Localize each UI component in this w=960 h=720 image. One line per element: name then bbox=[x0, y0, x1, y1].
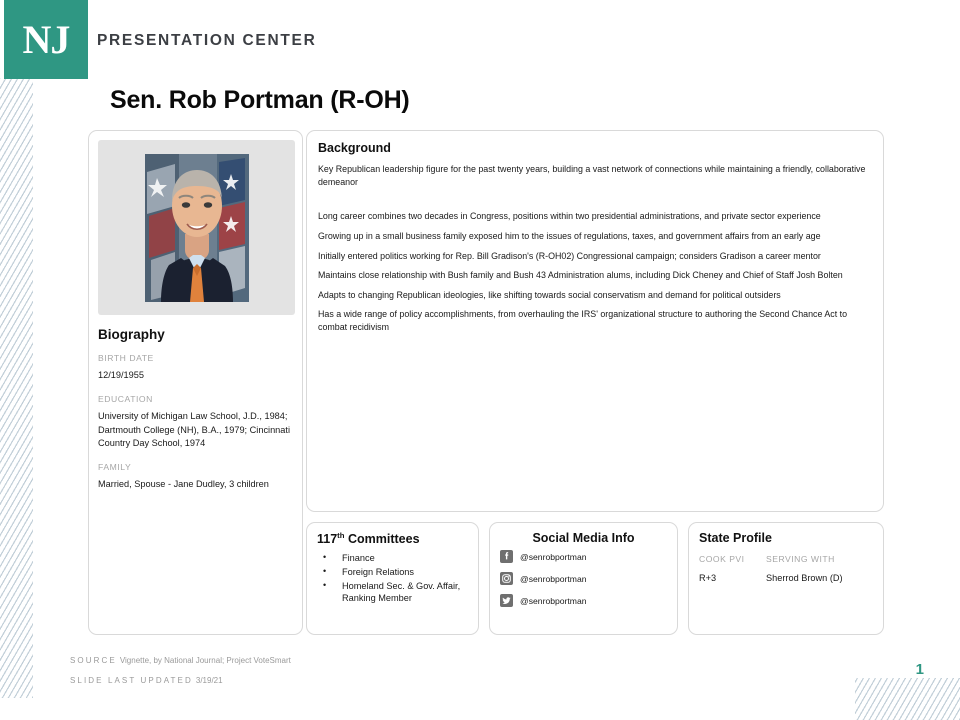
cook-pvi-value: R+3 bbox=[699, 573, 717, 583]
facebook-icon bbox=[500, 550, 513, 563]
birth-date-value: 12/19/1955 bbox=[98, 370, 144, 380]
portrait-illustration bbox=[145, 154, 249, 302]
list-item: • Homeland Sec. & Gov. Affair, Ranking Member bbox=[317, 580, 468, 605]
committees-congress-number: 117 bbox=[317, 532, 338, 547]
background-paragraph: Adapts to changing Republican ideologies, like shifting towards social conservatism and demand for political outsiders bbox=[318, 289, 781, 300]
facebook-handle: @senrobportman bbox=[520, 551, 587, 562]
serving-with-label: SERVING WITH bbox=[766, 554, 835, 564]
social-media-heading: Social Media Info bbox=[532, 531, 635, 545]
biography-card bbox=[88, 130, 303, 635]
page-title: Sen. Rob Portman (R-OH) bbox=[110, 86, 410, 114]
instagram-icon bbox=[500, 572, 513, 585]
nj-logo-text: NJ bbox=[22, 16, 70, 62]
education-value: University of Michigan Law School, J.D., 1984; Dartmouth College (NH), B.A., 1979; Cincinnati Country Day School, 1974 bbox=[98, 411, 290, 449]
brand-title: PRESENTATION CENTER bbox=[97, 32, 317, 49]
footer-source-label: SOURCE bbox=[70, 656, 117, 665]
footer-source-value: Vignette, by National Journal; Project VoteSmart bbox=[119, 656, 291, 665]
background-paragraph: Key Republican leadership figure for the past twenty years, building a vast network of connections while maintaining a friendly, collaborative demeanor bbox=[318, 164, 866, 187]
biography-fields bbox=[98, 327, 293, 504]
background-paragraph: Initially entered politics working for Rep. Bill Gradison's (R-OH02) Congressional campaign; considers Gradison a career mentor bbox=[318, 250, 821, 261]
social-account-instagram[interactable] bbox=[500, 572, 667, 585]
footer-source bbox=[70, 650, 291, 668]
serving-with-value: Sherrod Brown (D) bbox=[766, 573, 843, 583]
twitter-handle: @senrobportman bbox=[520, 595, 587, 606]
committees-heading-rest: Committees bbox=[344, 532, 420, 547]
background-paragraph: Has a wide range of policy accomplishments, from overhauling the IRS' organizational structure to authoring the Second Chance Act to combat recidivism bbox=[318, 309, 848, 333]
page-number: 1 bbox=[915, 661, 924, 678]
state-profile-grid bbox=[699, 554, 873, 583]
background-heading: Background bbox=[318, 141, 391, 155]
cook-pvi-label: COOK PVI bbox=[699, 554, 745, 564]
footer-updated-value: 3/19/21 bbox=[195, 676, 223, 685]
portrait-photo bbox=[145, 154, 249, 302]
committees-list bbox=[317, 552, 468, 605]
social-account-twitter[interactable] bbox=[500, 594, 667, 607]
social-media-card bbox=[489, 522, 678, 635]
portrait-photo-panel bbox=[98, 140, 295, 315]
background-card bbox=[306, 130, 884, 512]
serving-with-column bbox=[766, 554, 873, 583]
background-paragraph: Long career combines two decades in Congress, positions within two presidential administrations, and private sector experience bbox=[318, 211, 821, 222]
committees-card bbox=[306, 522, 479, 635]
committees-heading bbox=[317, 531, 468, 546]
family-value: Married, Spouse - Jane Dudley, 3 children bbox=[98, 479, 269, 490]
education-label: EDUCATION bbox=[98, 394, 153, 405]
biography-heading: Biography bbox=[98, 327, 165, 342]
footer-last-updated bbox=[70, 670, 223, 688]
corner-diagonal-hatch-decoration bbox=[855, 678, 960, 720]
family-label: FAMILY bbox=[98, 462, 132, 473]
social-account-facebook[interactable] bbox=[500, 550, 667, 563]
nj-logo bbox=[4, 0, 88, 79]
background-paragraph: Maintains close relationship with Bush family and Bush 43 Administration alums, including Dick Cheney and Chief of Staff Josh Bolten bbox=[318, 270, 843, 281]
committees-ordinal-suffix: th bbox=[337, 531, 345, 540]
left-diagonal-hatch-decoration bbox=[0, 78, 33, 698]
list-item: • Finance bbox=[317, 552, 468, 565]
twitter-icon bbox=[500, 594, 513, 607]
instagram-handle: @senrobportman bbox=[520, 573, 587, 584]
footer-updated-label: SLIDE LAST UPDATED bbox=[70, 676, 193, 685]
birth-date-label: BIRTH DATE bbox=[98, 353, 154, 363]
list-item: • Foreign Relations bbox=[317, 566, 468, 579]
background-paragraph: Growing up in a small business family exposed him to the issues of regulations, taxes, and government affairs from an early age bbox=[318, 230, 821, 241]
cook-pvi-column bbox=[699, 554, 766, 583]
state-profile-card bbox=[688, 522, 884, 635]
state-profile-heading: State Profile bbox=[699, 531, 772, 545]
